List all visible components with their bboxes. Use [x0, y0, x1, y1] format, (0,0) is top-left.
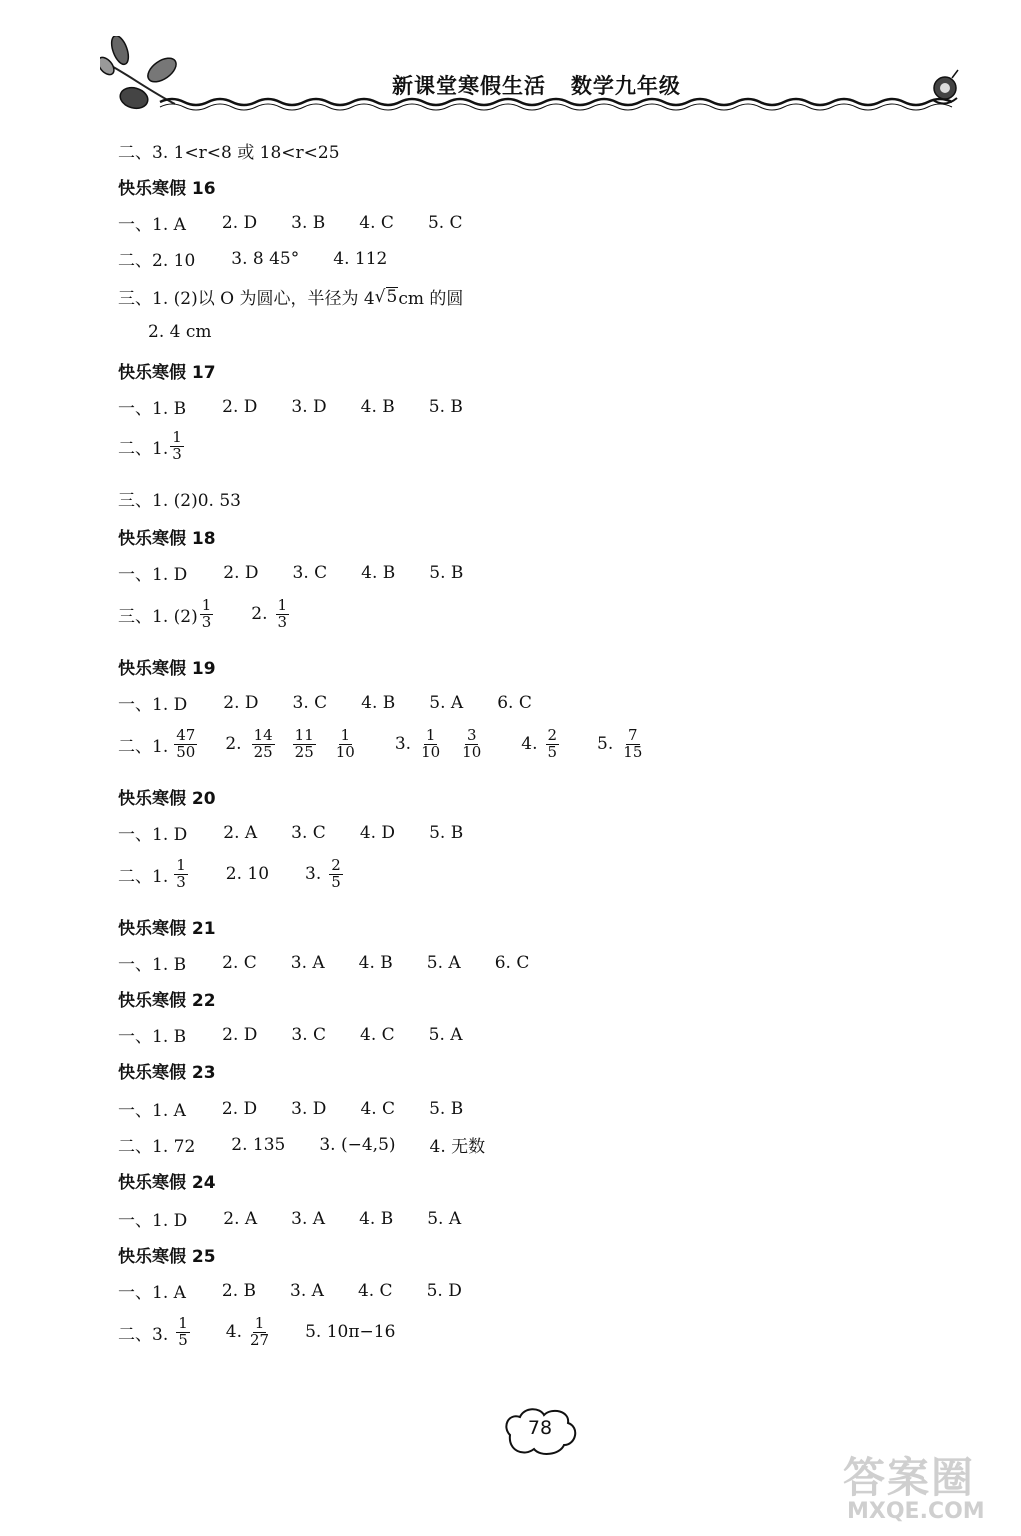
answer-item: 3. C: [291, 1024, 327, 1045]
answer-item: 5. A: [428, 1024, 463, 1045]
answer-item: 一、1. A: [118, 1101, 186, 1121]
numerator: 7: [628, 726, 638, 744]
answer-item: 3. D: [291, 1098, 327, 1119]
watermark-url: MXQE.COM: [847, 1499, 985, 1524]
answer-text: 2.: [225, 734, 242, 755]
fraction: [176, 1316, 190, 1349]
radicand: 5: [386, 286, 398, 307]
denominator: 3: [277, 612, 288, 631]
answer-item: 4. B: [361, 562, 396, 583]
section-heading: 快乐寒假 25: [118, 1247, 216, 1267]
answer-item: 2. D: [223, 692, 259, 713]
answer-item: 3. A: [291, 1208, 326, 1229]
answer-line: [118, 858, 345, 891]
section-heading: 快乐寒假 19: [118, 659, 216, 679]
answer-item: 5. B: [429, 1098, 464, 1119]
numerator: 3: [466, 726, 477, 744]
answer-text: 3.: [305, 864, 322, 885]
answer-text: 二、1.: [118, 866, 169, 887]
fraction: [174, 728, 197, 761]
watermark-logo-text: 答案圈: [843, 1453, 976, 1502]
answer-line: [118, 246, 421, 271]
answer-line: [118, 1022, 497, 1047]
fraction: [546, 728, 560, 761]
answer-item: 6. C: [497, 692, 532, 713]
answer-item: 3. D: [291, 396, 327, 417]
answer-item: 一、1. B: [118, 955, 187, 975]
denominator: 5: [178, 1330, 188, 1349]
answer-item: 5. A: [426, 952, 461, 973]
section-heading: 快乐寒假 22: [118, 991, 216, 1011]
answer-item: 2. D: [221, 1098, 258, 1119]
answer-item: 2. 135: [231, 1134, 286, 1155]
denominator: 10: [421, 742, 441, 761]
answer-line: [118, 1316, 395, 1349]
answer-text: 二、1.: [118, 438, 169, 459]
fraction: [334, 728, 357, 761]
answer-item: 4. B: [360, 396, 395, 417]
numerator: 1: [425, 726, 436, 744]
denominator: 3: [176, 872, 186, 891]
answer-item: 一、1. B: [118, 1027, 187, 1047]
answer-text: 三、1. (2)以 O 为圆心，半径为 4: [118, 289, 375, 309]
answer-line: [118, 210, 497, 235]
answer-item: 4. C: [360, 1024, 395, 1045]
denominator: 27: [250, 1330, 270, 1349]
answer-line: [118, 820, 497, 845]
answer-item: 6. C: [494, 952, 530, 973]
answer-item: 4. 无数: [429, 1137, 486, 1157]
denominator: 10: [335, 742, 355, 761]
answer-text: 2.: [251, 604, 268, 625]
answer-item: 5. B: [428, 396, 463, 417]
answer-text: 三、1. (2): [118, 606, 198, 627]
answer-line: [118, 560, 497, 585]
fraction-group: [417, 728, 485, 761]
fraction: [621, 728, 644, 761]
answer-item: 3. C: [292, 562, 328, 583]
section-heading: 快乐寒假 16: [118, 179, 216, 199]
answer-item: 4. C: [359, 212, 394, 233]
answer-item: 5. A: [429, 692, 464, 713]
answer-line: [118, 1132, 519, 1157]
section-heading: 快乐寒假 17: [118, 363, 216, 383]
answer-item: 一、1. D: [118, 695, 188, 715]
denominator: 5: [331, 872, 341, 891]
denominator: 5: [547, 742, 558, 761]
answer-item: 4. C: [360, 1098, 396, 1119]
page-number-text: 78: [527, 1417, 553, 1439]
answer-item: 一、1. D: [118, 1211, 188, 1231]
fraction: [419, 728, 442, 761]
answer-text: 3.: [394, 734, 412, 755]
answer-item: 5. D: [426, 1280, 462, 1301]
answer-text: 二、3. 1<r<8 或 18<r<25: [118, 143, 340, 163]
answer-item: 3. 8 45°: [231, 248, 300, 269]
answer-line: [118, 284, 463, 309]
answer-item: 5. C: [427, 212, 463, 233]
answer-line: [148, 322, 211, 342]
answer-line: [118, 1206, 495, 1231]
answer-item: 3. B: [291, 212, 326, 233]
page-number: [500, 1405, 580, 1457]
answer-item: 2. D: [221, 212, 258, 233]
numerator: 1: [201, 596, 212, 614]
answer-item: 一、1. A: [118, 1283, 186, 1303]
answer-item: 5. B: [429, 562, 464, 583]
answer-text: 三、1. (2)0. 53: [118, 491, 241, 511]
answer-line: [118, 728, 646, 761]
section-heading: 快乐寒假 23: [118, 1063, 216, 1083]
answer-text: 2. 4 cm: [148, 322, 212, 342]
answer-line: [118, 598, 291, 631]
answer-text: 5. 10π−16: [305, 1322, 396, 1343]
section-heading: 快乐寒假 20: [118, 789, 216, 809]
answer-item: 2. A: [223, 1208, 258, 1229]
answer-item: 4. 112: [333, 248, 388, 269]
answer-item: 二、1. 72: [118, 1137, 196, 1157]
numerator: 1: [254, 1314, 265, 1332]
numerator: 1: [277, 596, 288, 614]
answer-item: 2. C: [222, 952, 257, 973]
answer-item: 一、1. D: [118, 565, 188, 585]
answer-item: 二、2. 10: [118, 251, 196, 271]
answer-line: [118, 486, 241, 511]
answer-item: 2. D: [223, 562, 259, 583]
answer-item: 4. C: [357, 1280, 393, 1301]
fraction: [200, 598, 214, 631]
answer-item: 一、1. D: [118, 825, 188, 845]
denominator: 25: [294, 742, 314, 761]
denominator: 3: [201, 612, 212, 631]
section-heading: 快乐寒假 24: [118, 1173, 216, 1193]
answer-item: 5. B: [429, 822, 464, 843]
numerator: 2: [547, 726, 558, 744]
numerator: 1: [178, 1314, 188, 1332]
denominator: 50: [176, 742, 196, 761]
section-heading: 快乐寒假 21: [118, 919, 216, 939]
answer-text: 二、1.: [118, 736, 169, 757]
answer-item: 2. A: [223, 822, 258, 843]
answer-item: 3. (−4,5): [319, 1134, 396, 1155]
answer-item: 3. A: [290, 952, 325, 973]
answer-line: [118, 394, 497, 419]
answer-item: 一、1. A: [118, 215, 186, 235]
fraction: [248, 1316, 271, 1349]
fraction: [276, 598, 290, 631]
numerator: 1: [172, 428, 182, 446]
answer-text: cm 的圆: [398, 289, 464, 309]
numerator: 47: [176, 726, 196, 744]
denominator: 3: [172, 444, 182, 463]
sqrt-symbol: √ 5: [374, 286, 398, 307]
numerator: 1: [176, 856, 186, 874]
answer-line: [118, 430, 186, 463]
numerator: 1: [340, 726, 351, 744]
answer-item: 3. C: [292, 692, 328, 713]
denominator: 10: [462, 742, 482, 761]
answer-text: 二、3.: [118, 1324, 169, 1345]
answer-text: 4.: [521, 734, 538, 755]
answer-line: [118, 138, 340, 163]
answer-item: 4. B: [361, 692, 396, 713]
header-title: 新课堂寒假生活 数学九年级: [392, 73, 681, 98]
section-heading: 快乐寒假 18: [118, 529, 216, 549]
answer-line: [118, 1278, 496, 1303]
fraction: [329, 858, 343, 891]
answer-item: 2. B: [221, 1280, 257, 1301]
answer-line: [118, 950, 563, 975]
answer-item: 5. A: [427, 1208, 462, 1229]
fraction: [460, 728, 483, 761]
fraction: [170, 430, 184, 463]
answer-line: [118, 1096, 497, 1121]
answer-item: 一、1. B: [118, 399, 187, 419]
fraction-group: [250, 728, 359, 761]
answer-text: 4.: [225, 1322, 243, 1343]
numerator: 14: [253, 726, 273, 744]
fraction: [252, 728, 275, 761]
answer-item: 4. D: [359, 822, 396, 843]
answer-item: 3. C: [291, 822, 326, 843]
fraction: [174, 858, 188, 891]
answer-item: 4. B: [358, 952, 393, 973]
answer-item: 2. D: [222, 396, 258, 417]
answer-item: 2. D: [222, 1024, 258, 1045]
watermark: [835, 1445, 1015, 1531]
numerator: 2: [331, 856, 341, 874]
answer-text: 2. 10: [225, 864, 270, 885]
fraction: [293, 728, 316, 761]
answer-line: [118, 690, 566, 715]
answer-item: 3. A: [290, 1280, 324, 1301]
answer-text: 5.: [597, 734, 614, 755]
answer-item: 4. B: [359, 1208, 394, 1229]
denominator: 15: [623, 742, 643, 761]
numerator: 11: [294, 726, 314, 744]
denominator: 25: [253, 742, 273, 761]
